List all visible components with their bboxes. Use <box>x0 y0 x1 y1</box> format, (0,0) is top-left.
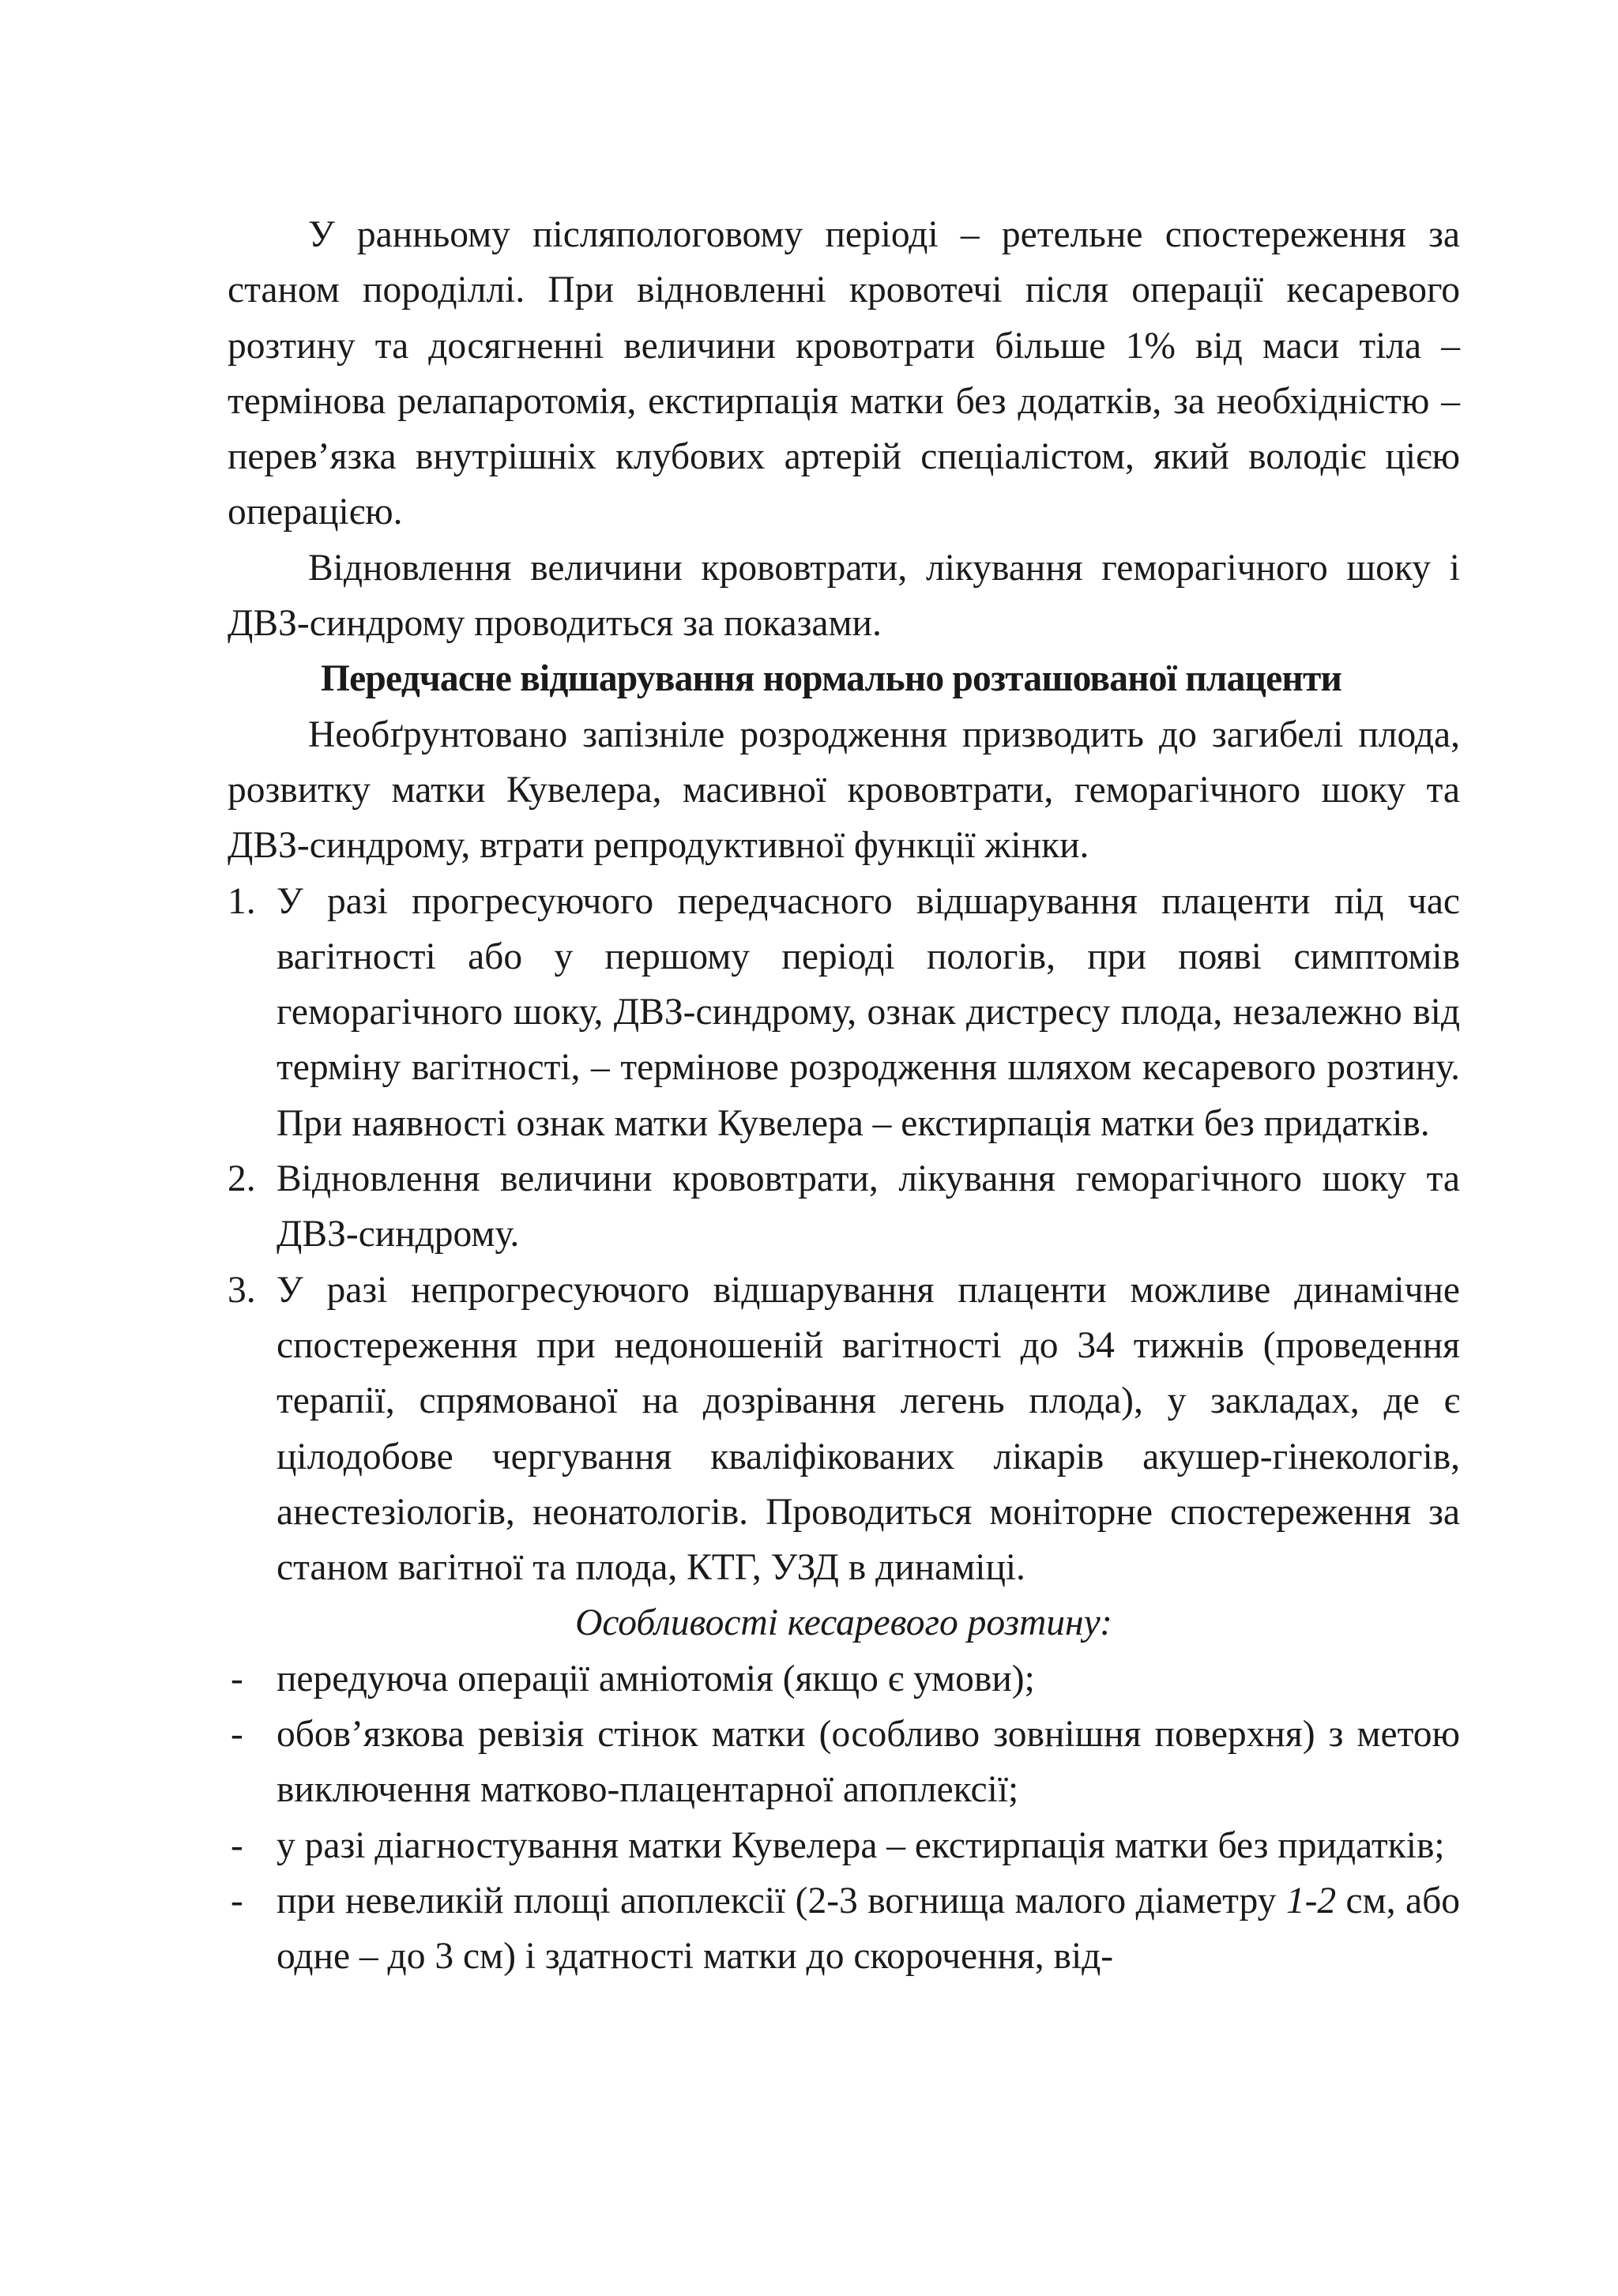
dash-list <box>228 1651 1460 1985</box>
list-item-text: Відновлення величини крововтрати, лікування геморагічного шоку та ДВЗ-синдрому. <box>277 1158 1460 1255</box>
list-marker: 2. <box>228 1158 256 1200</box>
list-marker: - <box>231 1880 243 1921</box>
list-marker: - <box>231 1714 243 1756</box>
list-item <box>228 1818 1460 1873</box>
list-item-text: обов’язкова ревізія стінок матки (особливо зовнішня поверхня) з метою виключення матково-плацентарної апоплексії; <box>277 1714 1460 1811</box>
section-heading: Передчасне відшарування нормально розташованої плаценти <box>321 658 1342 700</box>
list-item <box>228 1263 1460 1596</box>
list-item-text: У разі прогресуючого передчасного відшарування плаценти під час вагітності або у першому періоді пологів, при появі симптомів геморагічного шоку, ДВЗ-синдрому, ознак дистресу плода, незалежно від терміну вагітності, – термінове розродження шляхом кесаревого розтину. При наявності ознак матки Кувелера – екстирпація матки без придатків. <box>277 880 1460 1144</box>
list-item-text: У разі непрогресуючого відшарування плаценти можливе динамічне спостереження при недоношеній вагітності до 34 тижнів (проведення терапії, спрямованої на дозрівання легень плода), у закладах, де є цілодобове чергування кваліфікованих лікарів акушер-гінекологів, анестезіологів, неонатологів. Проводиться моніторне спостереження за станом вагітної та плода, КТГ, УЗД в динаміці. <box>277 1269 1460 1589</box>
list-item-text-end: см, або одне – до 3 см) і здатності матки до скорочення, від- <box>277 1880 1460 1978</box>
numbered-list <box>228 874 1460 1596</box>
list-item-text-italic: 1-2 <box>1285 1880 1337 1921</box>
paragraph-postpartum: У ранньому післяпологовому періоді – ретельне спостереження за станом породіллі. При відновленні кровотечі після операції кесаревого розтину та досягненні величини кровотрати більше 1% від маси тіла – термінова релапаротомія, екстирпація матки без додатків, за необхідністю – перев’язка внутрішніх клубових артерій спеціалістом, який володіє цією операцією. <box>228 214 1460 533</box>
list-marker: 3. <box>228 1269 256 1311</box>
list-item <box>228 1707 1460 1818</box>
list-item-text: передуюча операції амніотомія (якщо є умови); <box>277 1658 1035 1699</box>
list-marker: - <box>231 1824 243 1866</box>
list-item <box>228 1873 1460 1985</box>
list-marker: 1. <box>228 880 256 922</box>
list-item-text-start: при невеликій площі апоплексії (2-3 вогнища малого діаметру <box>277 1880 1286 1921</box>
list-marker: - <box>231 1658 243 1699</box>
document-page <box>228 207 1460 1985</box>
list-item <box>228 1651 1460 1707</box>
section-intro: Необґрунтовано запізніле розродження призводить до загибелі плода, розвитку матки Кувелера, масивної крововтрати, геморагічного шоку та ДВЗ-синдрому, втрати репродуктивної функції жінки. <box>228 713 1460 867</box>
list-item-text: у разі діагностування матки Кувелера – екстирпація матки без придатків; <box>277 1824 1445 1866</box>
list-item <box>228 874 1460 1151</box>
features-heading: Особливості кесаревого розтину: <box>575 1602 1112 1644</box>
paragraph-blood-loss: Відновлення величини крововтрати, лікування геморагічного шоку і ДВЗ-синдрому проводиться за показами. <box>228 547 1460 645</box>
list-item <box>228 1151 1460 1263</box>
